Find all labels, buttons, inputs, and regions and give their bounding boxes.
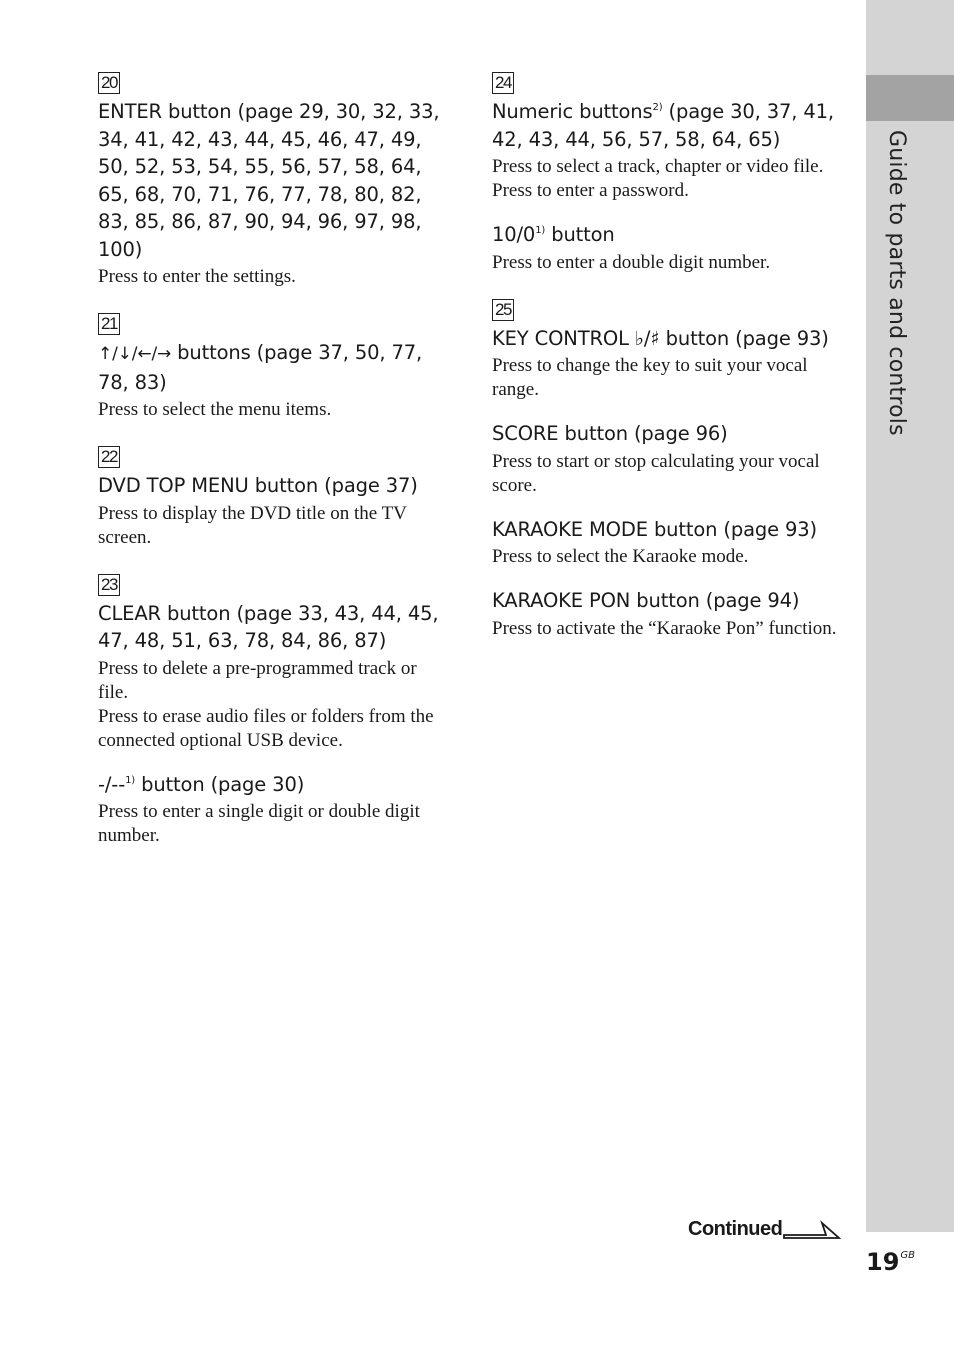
karaoke-mode-heading: KARAOKE MODE button (page 93) bbox=[492, 517, 817, 541]
page-number bbox=[866, 1248, 915, 1276]
flat-sharp-icon: ♭/♯ bbox=[634, 326, 660, 350]
side-tab-background bbox=[866, 0, 954, 1232]
clear-description-line-1: Press to delete a pre-programmed track or file. bbox=[98, 657, 417, 703]
ten-zero-button-name: 10/0 bbox=[492, 223, 536, 246]
item-number-23: 23 bbox=[98, 574, 120, 596]
numeric-buttons-description bbox=[492, 155, 842, 203]
digit-button-heading bbox=[98, 771, 450, 799]
karaoke-pon-description: Press to activate the “Karaoke Pon” function. bbox=[492, 617, 837, 639]
digit-button-page: button (page 30) bbox=[135, 772, 305, 796]
numeric-description-line-1: Press to select a track, chapter or video file. bbox=[492, 156, 824, 177]
arrow-buttons-heading bbox=[98, 339, 450, 396]
enter-button-description: Press to enter the settings. bbox=[98, 266, 296, 287]
continued-arrow-icon bbox=[782, 1218, 842, 1244]
clear-button-description bbox=[98, 657, 450, 753]
footnote-marker: 1) bbox=[535, 225, 546, 236]
numeric-buttons-heading bbox=[492, 98, 842, 153]
item-25 bbox=[492, 299, 842, 641]
key-control-page: button (page 93) bbox=[659, 326, 829, 350]
numeric-buttons-name: Numeric buttons bbox=[492, 100, 653, 123]
key-control-description: Press to change the key to suit your vocal range. bbox=[492, 355, 808, 400]
karaoke-mode-description: Press to select the Karaoke mode. bbox=[492, 546, 749, 567]
item-22 bbox=[98, 446, 450, 550]
item-24 bbox=[492, 72, 842, 275]
enter-button-heading: ENTER button (page 29, 30, 32, 33, 34, 41, 42, 43, 44, 45, 46, 47, 49, 50, 52, 53, 54, 55, 56, 57, 58, 64, 65, 68, 70, 71, 76, 77, 78, 80, 82, 83, 85, 86, 87, 90, 94, 96, 97, 98, 100) bbox=[98, 100, 440, 261]
ten-zero-button-heading bbox=[492, 221, 842, 249]
score-button-heading: SCORE button (page 96) bbox=[492, 422, 728, 445]
page-number-suffix: GB bbox=[900, 1250, 916, 1261]
continued-label: Continued bbox=[688, 1218, 783, 1240]
digit-button-name: -/-- bbox=[98, 772, 126, 796]
arrow-buttons-heading-text: buttons (page 37, 50, 77, 78, 83) bbox=[98, 341, 423, 394]
section-tab-label: Guide to parts and controls bbox=[884, 130, 909, 436]
arrow-buttons-description: Press to select the menu items. bbox=[98, 399, 332, 420]
item-number-24: 24 bbox=[492, 72, 514, 94]
footnote-marker: 2) bbox=[652, 102, 663, 113]
karaoke-pon-heading: KARAOKE PON button (page 94) bbox=[492, 589, 800, 612]
item-number-25: 25 bbox=[492, 299, 514, 321]
ten-zero-button-suffix: button bbox=[545, 223, 615, 246]
digit-button-description: Press to enter a single digit or double digit number. bbox=[98, 801, 420, 846]
item-23 bbox=[98, 574, 450, 849]
item-number-22: 22 bbox=[98, 446, 120, 468]
page-number-value: 19 bbox=[866, 1248, 900, 1276]
numeric-buttons-pages: (page 30, 37, 41, 42, 43, 44, 56, 57, 58, 64, 65) bbox=[492, 100, 834, 151]
key-control-heading bbox=[492, 325, 842, 353]
item-21 bbox=[98, 313, 450, 422]
item-number-20: 20 bbox=[98, 72, 120, 94]
score-button-description: Press to start or stop calculating your vocal score. bbox=[492, 450, 820, 496]
dvd-top-menu-heading: DVD TOP MENU button (page 37) bbox=[98, 474, 418, 497]
dvd-top-menu-description: Press to display the DVD title on the TV screen. bbox=[98, 502, 407, 548]
clear-button-heading: CLEAR button (page 33, 43, 44, 45, 47, 48, 51, 63, 78, 84, 86, 87) bbox=[98, 601, 439, 652]
arrow-keys-icon: ↑/↓/←/→ bbox=[98, 344, 172, 364]
left-column bbox=[98, 72, 450, 872]
side-tab-marker bbox=[866, 75, 954, 121]
right-column bbox=[492, 72, 842, 665]
item-20 bbox=[98, 72, 450, 289]
item-number-21: 21 bbox=[98, 313, 120, 335]
numeric-description-line-2: Press to enter a password. bbox=[492, 180, 689, 201]
clear-description-line-2: Press to erase audio files or folders from the connected optional USB device. bbox=[98, 705, 434, 751]
key-control-name: KEY CONTROL bbox=[492, 326, 635, 350]
ten-zero-button-description: Press to enter a double digit number. bbox=[492, 251, 771, 273]
footnote-marker: 1) bbox=[125, 774, 136, 786]
